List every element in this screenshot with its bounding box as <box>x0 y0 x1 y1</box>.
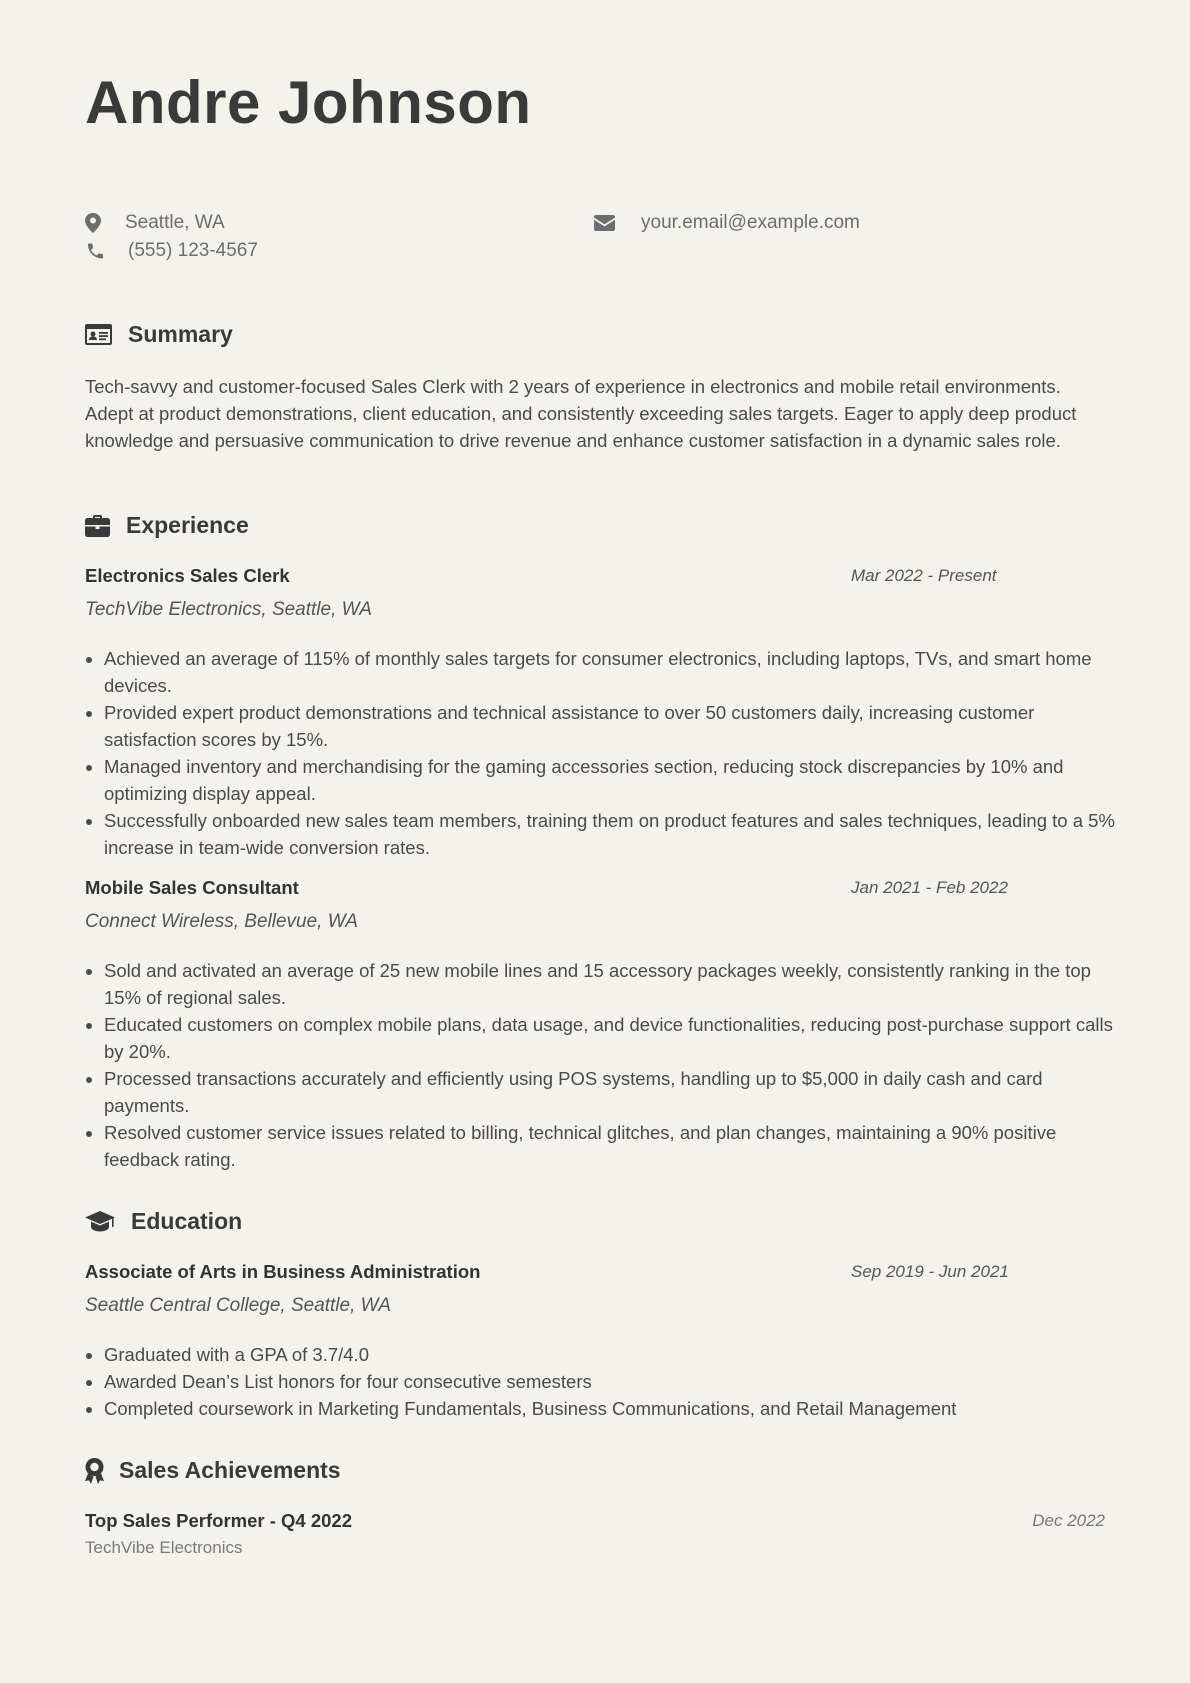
phone-icon <box>85 241 106 261</box>
list-item: • Processed transactions accurately and efficiently using POS systems, handling up to $5,000 in daily cash and card payments. <box>104 1065 1124 1119</box>
list-item: • Provided expert product demonstrations and technical assistance to over 50 customers daily, increasing customer satisfaction scores by 15%. <box>104 699 1124 753</box>
map-marker-icon <box>85 213 101 233</box>
list-item: • Completed coursework in Marketing Fundamentals, Business Communications, and Retail Management <box>104 1395 1124 1422</box>
education-heading <box>85 1208 242 1235</box>
list-item: • Achieved an average of 115% of monthly sales targets for consumer electronics, including laptops, TVs, and smart home devices. <box>104 645 1124 699</box>
school-name: Seattle Central College, Seattle, WA <box>85 1295 391 1316</box>
education-bullets <box>85 1341 1124 1422</box>
contact-location <box>85 212 225 234</box>
job-company: TechVibe Electronics, Seattle, WA <box>85 599 372 620</box>
job-title: Mobile Sales Consultant <box>85 877 299 898</box>
job-title: Electronics Sales Clerk <box>85 565 290 586</box>
phone-text: (555) 123-4567 <box>128 240 258 261</box>
briefcase-icon <box>85 515 110 537</box>
section-title-experience: Experience <box>126 512 249 538</box>
location-text: Seattle, WA <box>125 212 225 233</box>
summary-text: Tech-savvy and customer-focused Sales Clerk with 2 years of experience in electronics and mobile retail environments. Adept at product demonstrations, client education, and consistently exceeding sales targets. Eager to apply deep product knowledge and persuasive communication to drive revenue and enhance customer satisfaction in a dynamic sales role. <box>85 376 1077 451</box>
graduation-cap-icon <box>85 1211 115 1233</box>
section-title-summary: Summary <box>128 321 233 347</box>
list-item: • Graduated with a GPA of 3.7/4.0 <box>104 1341 1124 1368</box>
job-bullets <box>85 957 1124 1173</box>
achievement-title: Top Sales Performer - Q4 2022 <box>85 1510 352 1531</box>
contact-phone <box>85 240 258 262</box>
list-item: • Successfully onboarded new sales team members, training them on product features and sales techniques, leading to a 5% increase in team-wide conversion rates. <box>104 807 1124 861</box>
degree-title: Associate of Arts in Business Administration <box>85 1261 481 1282</box>
summary-heading <box>85 321 233 348</box>
contact-email <box>594 212 860 234</box>
section-title-education: Education <box>131 1208 243 1234</box>
job-company: Connect Wireless, Bellevue, WA <box>85 911 358 932</box>
achievement-org: TechVibe Electronics <box>85 1538 243 1557</box>
envelope-icon <box>594 215 615 231</box>
achievement-date: Dec 2022 <box>1032 1511 1105 1530</box>
achievements-heading <box>85 1457 341 1484</box>
list-item: • Educated customers on complex mobile plans, data usage, and device functionalities, reducing post-purchase support calls by 20%. <box>104 1011 1124 1065</box>
job-dates: Mar 2022 - Present <box>851 566 997 585</box>
candidate-name: Andre Johnson <box>85 69 532 136</box>
list-item: • Sold and activated an average of 25 new mobile lines and 15 accessory packages weekly, consistently ranking in the top 15% of regional sales. <box>104 957 1124 1011</box>
education-dates: Sep 2019 - Jun 2021 <box>851 1262 1009 1281</box>
section-title-achievements: Sales Achievements <box>119 1457 341 1483</box>
experience-heading <box>85 512 249 539</box>
list-item: • Managed inventory and merchandising for the gaming accessories section, reducing stock discrepancies by 10% and optimizing display appeal. <box>104 753 1124 807</box>
job-dates: Jan 2021 - Feb 2022 <box>851 878 1008 897</box>
list-item: • Resolved customer service issues related to billing, technical glitches, and plan changes, maintaining a 90% positive feedback rating. <box>104 1119 1124 1173</box>
email-link[interactable]: your.email@example.com <box>641 212 860 233</box>
list-item: • Awarded Dean’s List honors for four consecutive semesters <box>104 1368 1124 1395</box>
job-bullets <box>85 645 1124 861</box>
award-icon <box>85 1458 104 1484</box>
id-card-icon <box>85 324 112 345</box>
